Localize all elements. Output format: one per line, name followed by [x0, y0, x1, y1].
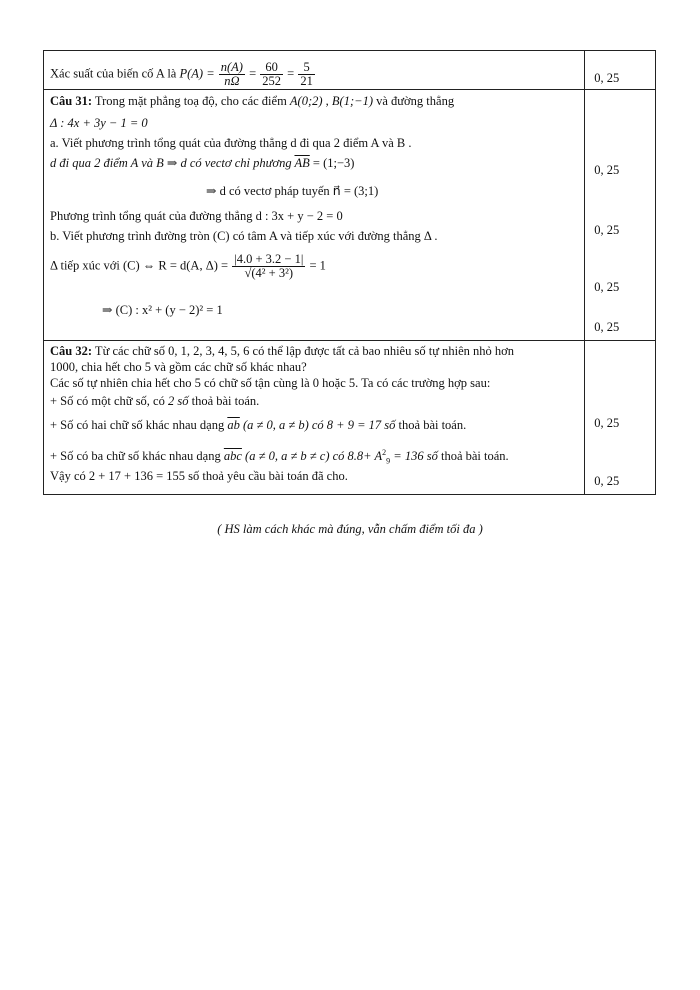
question-32-line-2: 1000, chia hết cho 5 và gồm các chữ số khác nhau?: [50, 360, 307, 374]
score-value: 0, 25: [594, 474, 620, 488]
score-cell: [585, 51, 656, 90]
score-cell: [585, 90, 656, 341]
probability-prefix: Xác suất của biến cố A là: [50, 66, 177, 81]
part-b-prompt: b. Viết phương trình đường tròn (C) có tâm A và tiếp xúc với đường thẳng Δ .: [50, 229, 438, 243]
score-value: 0, 25: [594, 163, 620, 177]
probability-lhs: P(A) =: [179, 66, 215, 81]
grading-note: ( HS làm cách khác mà đúng, vẫn chấm điểm tối đa ): [217, 522, 483, 536]
direction-vector-line: d đi qua 2 điểm A và B ⇒ d có vectơ chỉ phương $\overline{AB}$ = (1;−3): [50, 156, 355, 170]
tangent-distance-line: Δ tiếp xúc với (C) ⇔ R = d(A, Δ) = $\frac{|4.0 + 3.2 - 1|}{\text{√(4² + 3²)}}$ = 1: [50, 252, 326, 280]
table-row: [44, 90, 656, 341]
divisible-by-5-line: Các số tự nhiên chia hết cho 5 có chữ số tận cùng là 0 hoặc 5. Ta có các trường hợp sau:: [50, 376, 491, 390]
score-cell: [585, 341, 656, 495]
general-equation-line: Phương trình tổng quát của đường thẳng d : 3x + y − 2 = 0: [50, 209, 343, 223]
conclusion-line: Vậy có 2 + 17 + 136 = 155 số thoả yêu cầu bài toán đã cho.: [50, 469, 348, 483]
fraction-nA-nOmega: $\frac{n(A)}{n\Omega}$: [220, 60, 243, 88]
distance-fraction: $\frac{|4.0 + 3.2 - 1|}{\text{√(4² + 3²)}}$: [234, 252, 304, 280]
three-digit-case: + Số có ba chữ số khác nhau dạng $\overline{abc}$ (a ≠ 0, a ≠ b ≠ c) có $8.8+ A^2_9 = 136$ số thoả bài toán.: [50, 448, 509, 466]
answer-cell: [44, 341, 585, 495]
question-label: Câu 32:: [50, 344, 93, 358]
score-value: 0, 25: [594, 416, 620, 430]
score-value: 0, 25: [594, 223, 620, 237]
two-digit-case: + Số có hai chữ số khác nhau dạng $\overline{ab}$ (a ≠ 0, a ≠ b) có 8 + 9 = 17 số thoả bài toán.: [50, 418, 467, 432]
grading-table: [43, 50, 656, 495]
question-32-line: Câu 32: Từ các chữ số 0, 1, 2, 3, 4, 5, 6 có thể lập được tất cả bao nhiêu số tự nhiên nhỏ hơn: [50, 344, 514, 358]
answer-cell: [44, 90, 585, 341]
fraction-60-252: $\frac{60}{252}$: [262, 60, 282, 88]
score-value: 0, 25: [594, 280, 620, 294]
probability-line: Xác suất của biến cố A là P(A) = $\frac{n(A)}{n\Omega}$ = $\frac{60}{252}$ = $\frac{5}{21}$: [50, 60, 313, 88]
one-digit-case: + Số có một chữ số, có 2 số thoả bài toán.: [50, 394, 260, 408]
fraction-5-21: $\frac{5}{21}$: [300, 60, 313, 88]
line-equation-delta: Δ : 4x + 3y − 1 = 0: [50, 116, 148, 130]
part-a-prompt: a. Viết phương trình tổng quát của đường thẳng d đi qua 2 điểm A và B .: [50, 136, 412, 150]
normal-vector-line: ⇒ d có vectơ pháp tuyến n⃗ = (3;1): [206, 184, 379, 198]
answer-cell: [44, 51, 585, 90]
table-row: [44, 341, 656, 495]
question-label: Câu 31:: [50, 94, 93, 108]
table-row: [44, 51, 656, 90]
question-31-line: Câu 31: Trong mặt phẳng toạ độ, cho các điểm A(0;2) , B(1;−1) và đường thẳng: [50, 94, 455, 108]
circle-equation-line: ⇒ (C) : x² + (y − 2)² = 1: [102, 303, 223, 317]
score-value: 0, 25: [594, 71, 620, 85]
score-value: 0, 25: [594, 320, 620, 334]
